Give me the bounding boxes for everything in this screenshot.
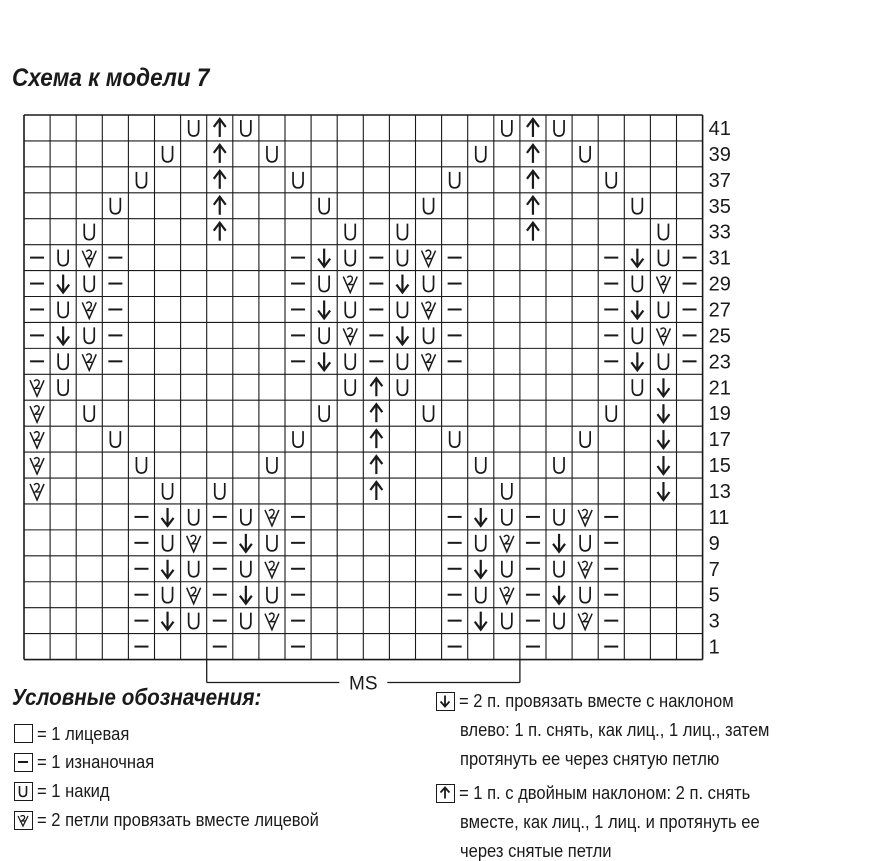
ssk-symbol-icon	[396, 326, 408, 344]
yarn-over-symbol-icon	[554, 561, 564, 577]
yarn-over-symbol-icon	[580, 431, 590, 447]
yarn-over-symbol-icon	[580, 587, 590, 603]
k2tog-symbol-icon	[14, 811, 33, 830]
ssk-symbol-icon	[631, 300, 643, 318]
yarn-over-symbol-icon	[189, 613, 199, 629]
yarn-over-symbol-icon	[502, 483, 512, 499]
yarn-over-symbol-icon	[84, 276, 94, 292]
k2tog-symbol-icon	[656, 328, 670, 345]
yarn-over-symbol-icon	[632, 327, 642, 343]
yarn-over-symbol-icon	[58, 379, 68, 395]
row-number: 27	[708, 299, 731, 322]
k2tog-symbol-icon	[82, 302, 96, 319]
yarn-over-symbol-icon	[502, 509, 512, 525]
yarn-over-symbol-icon	[502, 120, 512, 136]
row-number: 7	[708, 558, 720, 581]
ssk-symbol-icon	[162, 508, 174, 526]
yarn-over-symbol-icon	[241, 613, 251, 629]
yarn-over-symbol-icon	[658, 224, 668, 240]
yarn-over-symbol-icon	[319, 276, 329, 292]
yarn-over-symbol-icon	[267, 146, 277, 162]
k2tog-symbol-icon	[578, 561, 592, 578]
yarn-over-symbol-icon	[397, 379, 407, 395]
legend-text-ssk-3: протянуть ее через снятую петлю	[460, 749, 720, 769]
yarn-over-symbol-icon	[14, 782, 33, 801]
yarn-over-symbol-icon	[136, 457, 146, 473]
yarn-over-symbol-icon	[241, 561, 251, 577]
yarn-over-symbol-icon	[476, 535, 486, 551]
ssk-symbol-icon	[475, 560, 487, 578]
yarn-over-symbol-icon	[293, 431, 303, 447]
ssk-symbol-icon	[162, 560, 174, 578]
k2tog-symbol-icon	[30, 406, 44, 423]
row-number: 3	[708, 610, 720, 633]
yarn-over-symbol-icon	[110, 431, 120, 447]
row-number: 29	[708, 273, 731, 296]
k2tog-symbol-icon	[187, 587, 201, 604]
yarn-over-symbol-icon	[163, 587, 173, 603]
yarn-over-symbol-icon	[397, 353, 407, 369]
ssk-symbol-icon	[657, 378, 669, 396]
legend-text-yo: = 1 накид	[37, 781, 110, 801]
yarn-over-symbol-icon	[267, 457, 277, 473]
yarn-over-symbol-icon	[136, 172, 146, 188]
sk2p-symbol-icon	[214, 197, 226, 215]
yarn-over-symbol-icon	[215, 483, 225, 499]
row-number: 15	[708, 455, 731, 478]
yarn-over-symbol-icon	[293, 172, 303, 188]
yarn-over-symbol-icon	[476, 587, 486, 603]
row-number: 13	[708, 480, 731, 503]
yarn-over-symbol-icon	[397, 301, 407, 317]
k2tog-symbol-icon	[265, 613, 279, 630]
yarn-over-symbol-icon	[397, 250, 407, 266]
yarn-over-symbol-icon	[319, 327, 329, 343]
yarn-over-symbol-icon	[658, 301, 668, 317]
yarn-over-symbol-icon	[632, 379, 642, 395]
yarn-over-symbol-icon	[397, 224, 407, 240]
yarn-over-symbol-icon	[84, 405, 94, 421]
row-number: 31	[708, 247, 731, 270]
k2tog-symbol-icon	[82, 354, 96, 371]
ssk-symbol-icon	[57, 275, 69, 293]
yarn-over-symbol-icon	[58, 353, 68, 369]
row-number: 37	[708, 169, 731, 192]
yarn-over-symbol-icon	[606, 405, 616, 421]
yarn-over-symbol-icon	[424, 276, 434, 292]
yarn-over-symbol-icon	[554, 457, 564, 473]
ssk-symbol-icon	[553, 534, 565, 552]
sk2p-symbol-icon	[436, 784, 455, 803]
yarn-over-symbol-icon	[189, 561, 199, 577]
ssk-symbol-icon	[240, 586, 252, 604]
row-number: 41	[708, 117, 731, 140]
ssk-symbol-icon	[657, 456, 669, 474]
yarn-over-symbol-icon	[554, 120, 564, 136]
sk2p-symbol-icon	[527, 197, 539, 215]
purl-symbol-icon	[14, 753, 33, 772]
sk2p-symbol-icon	[370, 430, 382, 448]
k2tog-symbol-icon	[30, 432, 44, 449]
yarn-over-symbol-icon	[476, 146, 486, 162]
ssk-symbol-icon	[396, 275, 408, 293]
k2tog-symbol-icon	[500, 535, 514, 552]
ssk-symbol-icon	[240, 534, 252, 552]
ssk-symbol-icon	[553, 586, 565, 604]
legend-text-ssk-1: = 2 п. провязать вместе с наклоном	[459, 691, 734, 711]
ssk-symbol-icon	[631, 249, 643, 267]
legend-text-sk2p-3: через снятые петли	[460, 841, 612, 861]
yarn-over-symbol-icon	[450, 172, 460, 188]
row-number: 25	[708, 325, 731, 348]
k2tog-symbol-icon	[422, 302, 436, 319]
row-number: 11	[708, 506, 730, 529]
yarn-over-symbol-icon	[267, 587, 277, 603]
yarn-over-symbol-icon	[110, 198, 120, 214]
knit-symbol-icon	[14, 724, 33, 743]
k2tog-symbol-icon	[656, 276, 670, 293]
yarn-over-symbol-icon	[241, 509, 251, 525]
sk2p-symbol-icon	[527, 171, 539, 189]
ssk-symbol-icon	[657, 430, 669, 448]
k2tog-symbol-icon	[82, 250, 96, 266]
k2tog-symbol-icon	[422, 250, 436, 266]
yarn-over-symbol-icon	[163, 146, 173, 162]
ssk-symbol-icon	[436, 692, 455, 711]
sk2p-symbol-icon	[527, 145, 539, 163]
sk2p-symbol-icon	[214, 223, 226, 241]
ssk-symbol-icon	[657, 404, 669, 422]
sk2p-symbol-icon	[214, 119, 226, 137]
row-number: 39	[708, 143, 731, 166]
ssk-symbol-icon	[57, 326, 69, 344]
sk2p-symbol-icon	[527, 223, 539, 241]
yarn-over-symbol-icon	[424, 198, 434, 214]
yarn-over-symbol-icon	[345, 379, 355, 395]
ssk-symbol-icon	[318, 249, 330, 267]
yarn-over-symbol-icon	[267, 535, 277, 551]
legend-text-ssk-2: влево: 1 п. снять, как лиц., 1 лиц., затем	[460, 720, 770, 740]
yarn-over-symbol-icon	[424, 327, 434, 343]
yarn-over-symbol-icon	[424, 405, 434, 421]
yarn-over-symbol-icon	[658, 250, 668, 266]
ssk-symbol-icon	[475, 612, 487, 630]
k2tog-symbol-icon	[187, 535, 201, 552]
row-number: 21	[708, 377, 731, 400]
k2tog-symbol-icon	[265, 561, 279, 578]
k2tog-symbol-icon	[422, 354, 436, 371]
k2tog-symbol-icon	[343, 328, 357, 345]
yarn-over-symbol-icon	[606, 172, 616, 188]
yarn-over-symbol-icon	[502, 561, 512, 577]
yarn-over-symbol-icon	[658, 353, 668, 369]
ssk-symbol-icon	[318, 300, 330, 318]
legend-text-knit: = 1 лицевая	[37, 724, 130, 744]
sk2p-symbol-icon	[527, 119, 539, 137]
k2tog-symbol-icon	[265, 509, 279, 525]
yarn-over-symbol-icon	[241, 120, 251, 136]
yarn-over-symbol-icon	[632, 276, 642, 292]
yarn-over-symbol-icon	[319, 405, 329, 421]
sk2p-symbol-icon	[370, 378, 382, 396]
row-number: 17	[708, 429, 731, 452]
yarn-over-symbol-icon	[345, 250, 355, 266]
yarn-over-symbol-icon	[84, 224, 94, 240]
sk2p-symbol-icon	[214, 145, 226, 163]
yarn-over-symbol-icon	[84, 327, 94, 343]
row-number: 9	[708, 532, 720, 555]
sk2p-symbol-icon	[214, 171, 226, 189]
page-title: Схема к модели 7	[12, 64, 210, 92]
legend-title: Условные обозначения:	[12, 684, 262, 710]
sk2p-symbol-icon	[370, 404, 382, 422]
yarn-over-symbol-icon	[163, 535, 173, 551]
row-number: 5	[708, 584, 720, 607]
ssk-symbol-icon	[475, 508, 487, 526]
yarn-over-symbol-icon	[345, 224, 355, 240]
k2tog-symbol-icon	[30, 458, 44, 475]
row-number: 33	[708, 221, 731, 244]
yarn-over-symbol-icon	[163, 483, 173, 499]
k2tog-symbol-icon	[578, 613, 592, 630]
yarn-over-symbol-icon	[345, 353, 355, 369]
yarn-over-symbol-icon	[632, 198, 642, 214]
yarn-over-symbol-icon	[189, 120, 199, 136]
yarn-over-symbol-icon	[580, 535, 590, 551]
yarn-over-symbol-icon	[319, 198, 329, 214]
k2tog-symbol-icon	[343, 276, 357, 293]
sk2p-symbol-icon	[370, 482, 382, 500]
k2tog-symbol-icon	[30, 483, 44, 500]
yarn-over-symbol-icon	[554, 613, 564, 629]
row-number: 1	[708, 636, 720, 659]
k2tog-symbol-icon	[30, 380, 44, 397]
yarn-over-symbol-icon	[58, 250, 68, 266]
ssk-symbol-icon	[631, 352, 643, 370]
k2tog-symbol-icon	[578, 509, 592, 525]
repeat-label: MS	[349, 673, 378, 690]
ssk-symbol-icon	[657, 482, 669, 500]
row-number: 23	[708, 351, 731, 374]
yarn-over-symbol-icon	[189, 509, 199, 525]
legend-text-k2tog: = 2 петли провязать вместе лицевой	[37, 810, 319, 830]
legend-text-sk2p-2: вместе, как лиц., 1 лиц. и протянуть ее	[460, 812, 760, 832]
yarn-over-symbol-icon	[476, 457, 486, 473]
yarn-over-symbol-icon	[554, 509, 564, 525]
legend-text-purl: = 1 изнаночная	[37, 752, 155, 772]
yarn-over-symbol-icon	[502, 613, 512, 629]
yarn-over-symbol-icon	[580, 146, 590, 162]
legend-text-sk2p-1: = 1 п. с двойным наклоном: 2 п. снять	[459, 783, 751, 803]
k2tog-symbol-icon	[500, 587, 514, 604]
yarn-over-symbol-icon	[345, 301, 355, 317]
row-number: 35	[708, 195, 731, 218]
row-number: 19	[708, 403, 731, 426]
sk2p-symbol-icon	[370, 456, 382, 474]
ssk-symbol-icon	[162, 612, 174, 630]
ssk-symbol-icon	[318, 352, 330, 370]
yarn-over-symbol-icon	[450, 431, 460, 447]
yarn-over-symbol-icon	[58, 301, 68, 317]
